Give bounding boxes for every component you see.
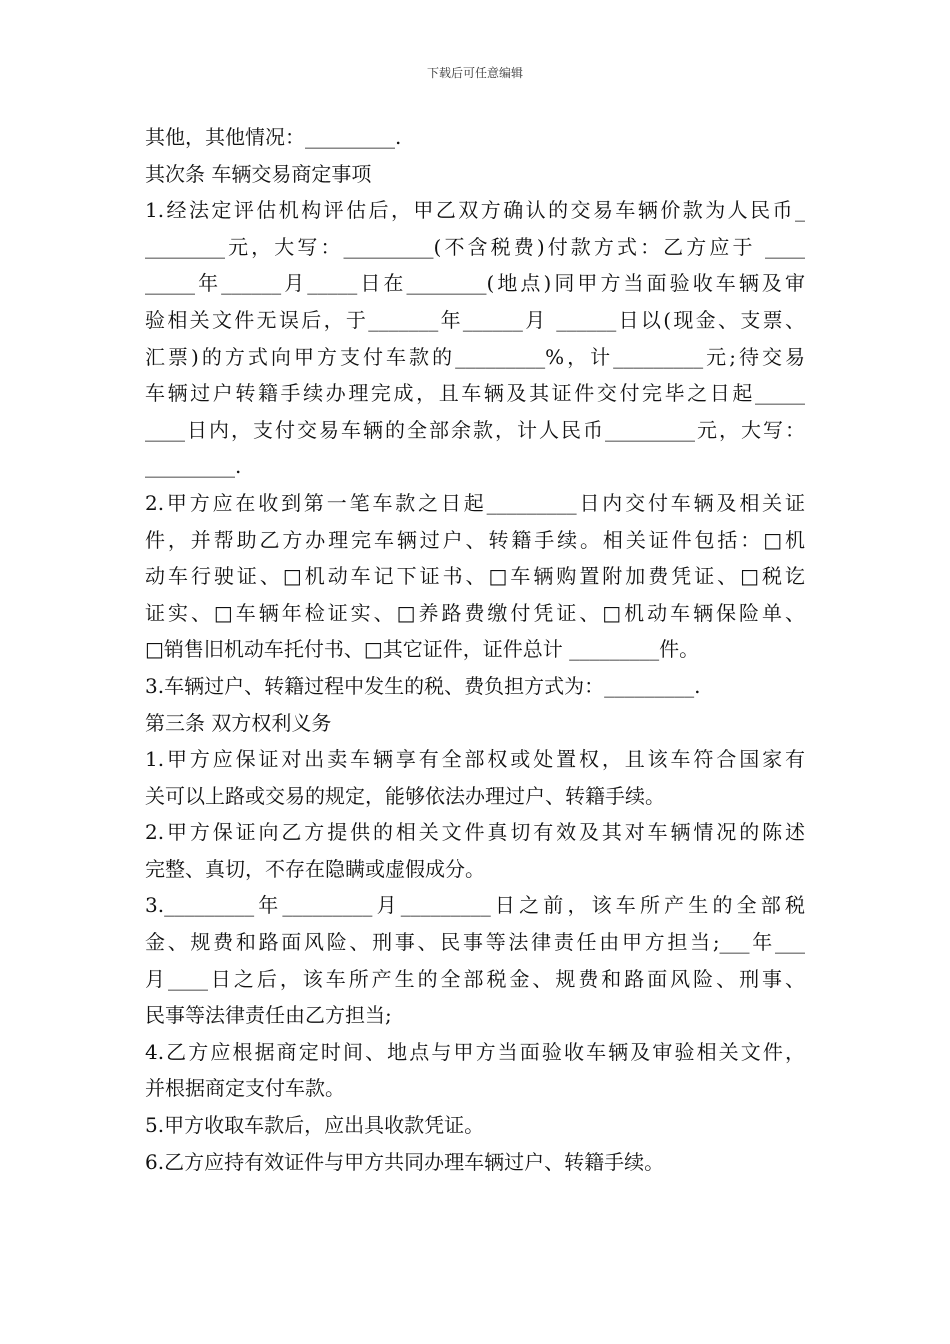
text-line: _________. bbox=[145, 454, 242, 479]
text-line: _____年______月_____日在________(地点)同甲方当面验收车辆及审 bbox=[145, 271, 805, 296]
text-line: 验相关文件无误后，于_______年______月 ______日以(现金、支票、 bbox=[145, 307, 805, 332]
text-line: 汇票)的方式向甲方支付车款的_________%，计_________元;待交易 bbox=[145, 344, 805, 369]
text-line: 件，并帮助乙方办理完车辆过户、转籍手续。相关证件包括：□机 bbox=[145, 527, 805, 552]
text-line: 4.乙方应根据商定时间、地点与甲方当面验收车辆及审验相关文件， bbox=[145, 1039, 805, 1064]
text-line: □销售旧机动车托付书、□其它证件，证件总计 _________件。 bbox=[145, 637, 700, 662]
text-line: 1.经法定评估机构评估后，甲乙双方确认的交易车辆价款为人民币_ bbox=[145, 198, 805, 223]
text-line: 3._________年_________月_________日之前，该车所产生的全部税 bbox=[145, 893, 805, 918]
text-line: 其他，其他情况：_________. bbox=[145, 125, 402, 149]
text-line: 6.乙方应持有效证件与甲方共同办理车辆过户、转籍手续。 bbox=[145, 1149, 665, 1174]
text-line: 月____日之后，该车所产生的全部税金、规费和路面风险、刑事、 bbox=[145, 966, 805, 991]
text-line: 5.甲方收取车款后，应出具收款凭证。 bbox=[145, 1113, 485, 1138]
page-header: 下载后可任意编辑 bbox=[426, 66, 523, 80]
text-line: 2.甲方保证向乙方提供的相关文件真切有效及其对车辆情况的陈述 bbox=[145, 820, 805, 845]
text-line: 2.甲方应在收到第一笔车款之日起_________日内交付车辆及相关证 bbox=[145, 490, 805, 515]
section-heading: 第三条 双方权利义务 bbox=[145, 710, 332, 735]
text-line: 3.车辆过户、转籍过程中发生的税、费负担方式为：_________. bbox=[145, 673, 701, 698]
text-line: 完整、真切，不存在隐瞒或虚假成分。 bbox=[145, 856, 485, 881]
document-body bbox=[145, 122, 805, 1183]
text-line: 关可以上路或交易的规定，能够依法办理过户、转籍手续。 bbox=[145, 783, 665, 808]
text-line: 动车行驶证、□机动车记下证书、□车辆购置附加费凭证、□税讫 bbox=[145, 564, 805, 589]
text-line: 金、规费和路面风险、刑事、民事等法律责任由甲方担当;___年___ bbox=[145, 930, 805, 955]
text-line: 车辆过户转籍手续办理完成，且车辆及其证件交付完毕之日起_____ bbox=[145, 381, 805, 406]
text-line: ________元，大写：_________(不含税费)付款方式：乙方应于 ____ bbox=[145, 234, 805, 259]
text-line: 并根据商定支付车款。 bbox=[145, 1076, 345, 1101]
text-line: 民事等法律责任由乙方担当; bbox=[145, 1003, 392, 1028]
text-line: 证实、□车辆年检证实、□养路费缴付凭证、□机动车辆保险单、 bbox=[145, 600, 805, 625]
text-line: 1.甲方应保证对出卖车辆享有全部权或处置权，且该车符合国家有 bbox=[145, 747, 805, 772]
text-line: ____日内，支付交易车辆的全部余款，计人民币_________元，大写： bbox=[145, 417, 805, 442]
section-heading: 其次条 车辆交易商定事项 bbox=[145, 161, 372, 186]
